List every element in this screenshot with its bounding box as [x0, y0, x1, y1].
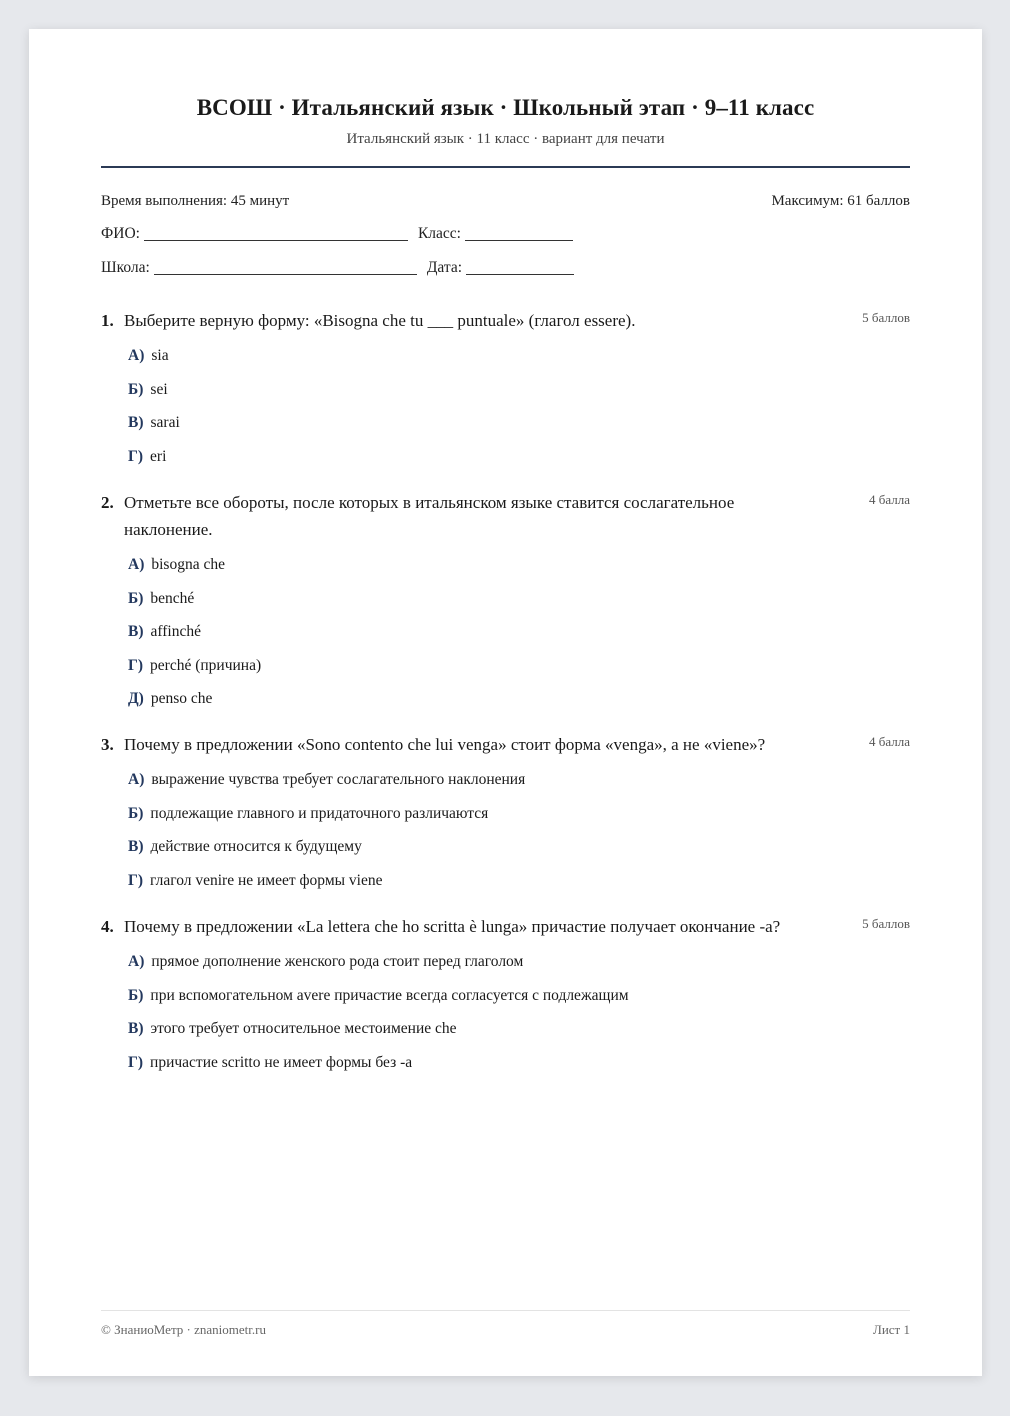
option-text: perché (причина): [150, 656, 262, 674]
question-text: Выберите верную форму: «Bisogna che tu ___ puntuale» (глагол essere).: [124, 311, 636, 330]
option-g[interactable]: [101, 440, 910, 474]
time-limit: Время выполнения: 45 минут: [101, 193, 290, 209]
option-text: причастие scritto не имеет формы без -a: [150, 1053, 413, 1071]
option-g[interactable]: [101, 864, 910, 898]
question-number: 1.: [101, 311, 114, 330]
option-b[interactable]: [101, 797, 910, 831]
footer-copyright: © ЗнаниоМетр · znaniometr.ru: [101, 1322, 266, 1337]
exam-sheet: [29, 29, 982, 1376]
option-letter: В): [128, 414, 144, 432]
question-text: Почему в предложении «La lettera che ho scritta è lunga» причастие получает окончание -a?: [124, 917, 781, 936]
option-letter: Д): [128, 690, 144, 708]
header-divider: [101, 166, 910, 168]
option-text: при вспомогательном avere причастие всегда согласуется с подлежащим: [150, 986, 629, 1004]
page-title: ВСОШ · Итальянский язык · Школьный этап · 9–11 класс: [196, 95, 815, 120]
option-letter: А): [128, 953, 145, 970]
question-number: 2.: [101, 493, 114, 512]
question-points: 5 баллов: [862, 916, 910, 931]
fio-field[interactable]: [144, 240, 408, 241]
sheet-content: [101, 29, 910, 1376]
school-field[interactable]: [154, 274, 417, 275]
option-text: bisogna che: [151, 556, 225, 573]
option-v[interactable]: [101, 1012, 910, 1046]
option-letter: Г): [128, 447, 144, 465]
option-letter: Б): [128, 804, 144, 822]
option-letter: Б): [128, 380, 144, 398]
option-d[interactable]: [101, 682, 910, 716]
option-g[interactable]: [101, 649, 910, 683]
question-header: [101, 489, 910, 543]
option-text: eri: [150, 447, 167, 465]
fio-label: ФИО:: [101, 225, 140, 242]
option-text: прямое дополнение женского рода стоит перед глаголом: [151, 953, 524, 970]
question-text: Почему в предложении «Sono contento che lui venga» стоит форма «venga», а не «viene»?: [124, 735, 766, 754]
footer-page-number: Лист 1: [873, 1322, 910, 1337]
page-subtitle: Итальянский язык · 11 класс · вариант для печати: [346, 131, 665, 147]
question-header: [101, 307, 910, 334]
option-a[interactable]: [101, 945, 910, 979]
option-text: выражение чувства требует сослагательного наклонения: [151, 771, 526, 788]
option-letter: Г): [128, 1053, 144, 1071]
option-list: [101, 763, 910, 897]
option-text: подлежащие главного и придаточного различаются: [150, 804, 489, 822]
date-field[interactable]: [466, 274, 574, 275]
option-list: [101, 548, 910, 716]
option-letter: Б): [128, 986, 144, 1004]
class-label: Класс:: [417, 225, 461, 242]
option-v[interactable]: [101, 830, 910, 864]
date-label: Дата:: [426, 259, 463, 276]
option-text: этого требует относительное местоимение che: [150, 1020, 457, 1038]
option-v[interactable]: [101, 406, 910, 440]
question-points: 4 балла: [869, 492, 910, 507]
class-field[interactable]: [465, 240, 573, 241]
option-text: глагол venire не имеет формы viene: [150, 871, 383, 889]
option-letter: А): [128, 347, 145, 364]
option-g[interactable]: [101, 1046, 910, 1080]
question-number: 4.: [101, 917, 114, 936]
footer-divider: [101, 1310, 910, 1311]
option-b[interactable]: [101, 979, 910, 1013]
option-letter: В): [128, 838, 144, 856]
question-2: [101, 489, 910, 716]
max-score: Максимум: 61 баллов: [771, 193, 910, 209]
question-3: [101, 731, 910, 897]
fio-class-row: [101, 225, 583, 243]
meta-row: [101, 193, 910, 210]
option-b[interactable]: [101, 373, 910, 407]
option-text: действие относится к будущему: [150, 838, 362, 856]
school-date-row: [101, 259, 584, 277]
option-b[interactable]: [101, 582, 910, 616]
option-v[interactable]: [101, 615, 910, 649]
option-a[interactable]: [101, 763, 910, 797]
option-a[interactable]: [101, 548, 910, 582]
option-letter: Б): [128, 589, 144, 607]
option-text: sia: [151, 347, 169, 364]
option-letter: Г): [128, 871, 144, 889]
option-text: penso che: [150, 690, 213, 708]
option-text: sei: [150, 380, 168, 398]
option-letter: Г): [128, 656, 144, 674]
option-a[interactable]: [101, 339, 910, 373]
option-text: affinché: [150, 623, 201, 641]
option-letter: А): [128, 556, 145, 573]
question-points: 4 балла: [869, 734, 910, 749]
question-header: [101, 731, 910, 758]
option-list: [101, 339, 910, 473]
page-footer: [101, 1322, 910, 1338]
question-1: [101, 307, 910, 473]
option-text: benché: [150, 589, 195, 607]
option-text: sarai: [150, 414, 180, 432]
option-list: [101, 945, 910, 1079]
question-text: Отметьте все обороты, после которых в итальянском языке ставится сослагательное наклонение.: [124, 493, 735, 539]
option-letter: А): [128, 771, 145, 788]
option-letter: В): [128, 1020, 144, 1038]
question-points: 5 баллов: [862, 310, 910, 325]
question-number: 3.: [101, 735, 114, 754]
question-header: [101, 913, 910, 940]
option-letter: В): [128, 623, 144, 641]
question-4: [101, 913, 910, 1079]
school-label: Школа:: [101, 259, 150, 276]
